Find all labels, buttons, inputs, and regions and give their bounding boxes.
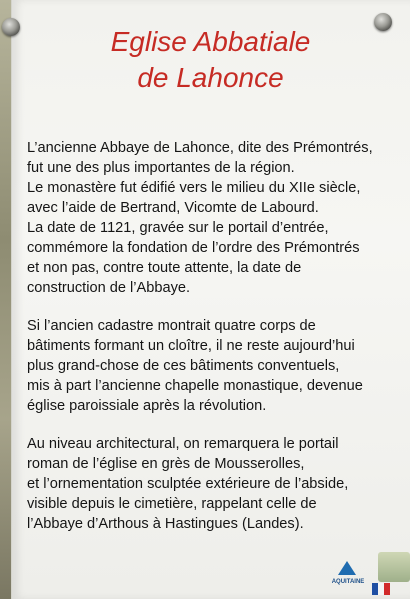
text-line: bâtiments formant un cloître, il ne reste aujourd’hui <box>27 338 355 354</box>
text-line: avec l’aide de Bertrand, Vicomte de Labourd. <box>27 200 319 216</box>
aquitaine-logo-icon <box>326 557 370 593</box>
logo-mark-icon <box>338 561 356 575</box>
title-line: de Lahonce <box>137 62 284 93</box>
text-line: et non pas, contre toute attente, la date de <box>27 260 302 276</box>
paragraph-2 <box>27 316 402 416</box>
sign-title <box>11 24 410 96</box>
sign-body <box>27 138 402 552</box>
french-flag-icon <box>372 583 390 595</box>
text-line: roman de l’église en grès de Mousserolles, <box>27 456 305 472</box>
paragraph-3 <box>27 434 402 534</box>
logo-text: AQUITAINE <box>331 579 365 585</box>
text-line: commémore la fondation de l’ordre des Prémontrés <box>27 240 360 256</box>
text-line: et l’ornementation sculptée extérieure de l’abside, <box>27 476 349 492</box>
title-line: Eglise Abbatiale <box>110 26 311 57</box>
text-line: Le monastère fut édifié vers le milieu du XIIe siècle, <box>27 180 361 196</box>
text-line: construction de l’Abbaye. <box>27 280 191 296</box>
sponsor-logos <box>320 550 410 599</box>
text-line: plus grand-chose de ces bâtiments conventuels, <box>27 358 340 374</box>
text-line: L’ancienne Abbaye de Lahonce, dite des Prémontrés, <box>27 140 373 156</box>
text-line: fut une des plus importantes de la région. <box>27 160 295 176</box>
text-line: l’Abbaye d’Arthous à Hastingues (Landes). <box>27 516 304 532</box>
text-line: mis à part l’ancienne chapelle monastique, devenue <box>27 378 363 394</box>
text-line: Si l’ancien cadastre montrait quatre corps de <box>27 318 316 334</box>
text-line: La date de 1121, gravée sur le portail d’entrée, <box>27 220 329 236</box>
department-logo-icon <box>378 552 410 582</box>
text-line: église paroissiale après la révolution. <box>27 398 267 414</box>
text-line: visible depuis le cimetière, rappelant celle de <box>27 496 317 512</box>
paragraph-1 <box>27 138 402 298</box>
text-line: Au niveau architectural, on remarquera le portail <box>27 436 339 452</box>
